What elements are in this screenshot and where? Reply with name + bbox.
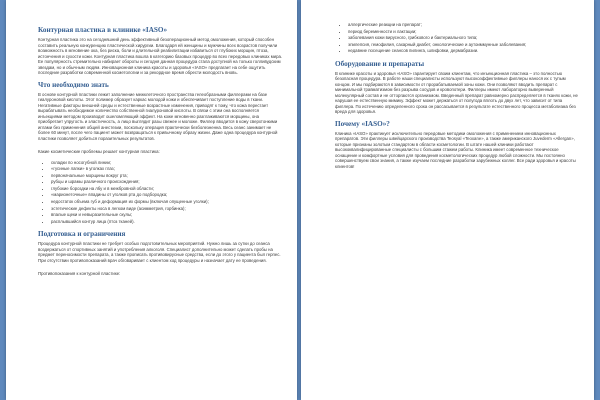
paragraph-preparation: Процедура контурной пластики не требует особых подготовительных мероприятий. Нужно лишь за сутки до сеанса воздержаться от спортивных занятий и употребления алкоголя. Специалист дополнительно может сделать пробы на предмет переносимости препарата, а также прописать противовирусные средства, если до этого у пациента был герпес. При отсутствии противопоказаний врач обговаривает с клиентом ход процедуры и назначает дату ее проведения. xyxy=(38,241,281,263)
list-item: • эстетические дефекты носа в легком виде (асимметрия, горбинка); xyxy=(51,206,283,213)
list-item: • впалые щеки и невыразительные скулы; xyxy=(51,212,283,219)
list-item: • глубокие бороздки на лбу и в межбровной области; xyxy=(51,186,283,193)
list-item: • недавние посещение сеансов пилинга, шлифовки, дермабразии. xyxy=(348,48,580,55)
list-item: • складки по носогубной линии; xyxy=(51,160,283,167)
list-item: • расплывшийся контур лица (птоз тканей). xyxy=(51,219,283,226)
list-item: • недостаток объема губ и деформация их формы (включая опущенные уголки); xyxy=(51,199,283,206)
document-page-right xyxy=(301,0,594,400)
paragraph-intro: Контурная пластика это на сегодняшний день эффективный безоперационный метод омоложения, который способен составить реальную конкуренцию пластической хирургии. Благодаря ей женщины и мужчины всех возрастов получили возможность в мгновение ока, без риска, боли и длительной реабилитации избавиться от глубоких морщин, птоза, истончения и сухости кожи. Контурная пластика вошла в категорию базовых процедур во всех передовых клиниках мира. Ее популярность стремительно набирает обороты и сегодня данная процедура стала доступной на только голливудским звездам, но и обычным людям. Инновационная клиника красоты и здоровья «IASO» предлагает на себе ощутить последние разработки современной косметологии и за рекордное время обрести молодость вновь. xyxy=(38,37,283,75)
list-item: • период беременности и лактации; xyxy=(348,29,580,36)
problems-list xyxy=(38,160,283,226)
paragraph-contraindications-intro: Противопоказания к контурной пластике: xyxy=(38,271,121,277)
section-heading-contour-plastic: Контурная пластика в клинике «IASO» xyxy=(38,26,168,34)
paragraph-basics: В основе контурной пластики лежит заполнение межклеточного пространства гелеобразными филлерами на базе гиалуроновой кислоты. Этот полимер образует каркас молодой кожи и обеспечивает поступление воды в ткани. Негативные факторы внешней среды и естественные возрастные изменения, приводят к тому, что кожа перестает вырабатывать необходимое количество собственной гиалуроновой кислоты. В связи с этим она восполняется инъекциями методом производит ошеломляющий эффект. На коже мгновенно разглаживаются морщины, она приобретает упругость и эластичность, а лицо выглядит разы свежее и моложе. Филлер вводится в кожу сверхтонкими иглами без применения общей анестезии, поскольку операция практически безболезненна. Весь сеанс занимает не более 60 минут, после чего пациент может возвращаться к привычному образу жизни. Даже одна процедура контурной пластики позволяет добиться поразительных результатов. xyxy=(38,91,278,141)
list-item: • «гусиные лапки» в уголках глаз; xyxy=(51,166,283,173)
contraindications-list xyxy=(335,22,580,55)
section-heading-need-to-know: Что необходимо знать xyxy=(38,80,109,89)
list-item: • аллергические реакции на препарат; xyxy=(348,22,580,29)
list-item: • эпилепсия, гемофилия, сахарный диабет, онкологические и аутоиммунные заболевания; xyxy=(348,42,580,49)
list-item: • заболевания кожи вирусного, грибкового и бактериального типа; xyxy=(348,35,580,42)
paragraph-equipment: В клинике красоты и здоровья «IASO» гарантирует своим клиентам, что инъекционная пластика – это полностью безопасная процедура. В работе наши специалисты используют высокоэффективные филлеры нанося их с тупым концом. И мы подбираются в зависимости от прорабатываемой зоны кожи. Они позволяют вводить препарат с минимальной травматизмом без разрыва сосудов и кровопотери. Филлеры имеют лабораторно выверенный молекулярный состав и не отторгаются организмом. Введенный препарат равномерно распределяется в тканях кожи, не нарушая ее естественную мимику. Эффект может держаться от полугода вплоть до двух лет, что зависит от типа филлера. По истечению определенного срока он рассасывается в результате естественного процесса метаболизма без вреда для здоровья. xyxy=(335,70,578,115)
list-item: • первоначальные морщины вокруг рта; xyxy=(51,173,283,180)
paragraph-problems-intro: Какие косметические проблемы решает контурная пластика: xyxy=(38,149,160,154)
list-item: • «марионеточные» впадины от уголков рта до подбородка; xyxy=(51,192,283,199)
section-heading-preparation: Подготовка и ограничения xyxy=(38,230,126,239)
section-heading-why-iaso: Почему «IASO»? xyxy=(335,119,390,128)
section-heading-equipment: Оборудование и препараты xyxy=(335,59,425,68)
paragraph-why-iaso: Клиника «IASO» практикует исключительно передовые методики омоложения с применением инновационных препаратов. Эти филлеры швейцарского производства Teosyal «Teoxane», а также американского Juvederm «Allergan», которые признаны золотым стандартом в области косметологии. В штате нашей клиники работают высококвалифицированные специалисты с большим стажем работы. Клиника имеет современное техническое оснащение и комфортные условия для проведения косметологических процедур любой сложности. Мы постоянно совершенствуем свои знания, а также изучаем последние разработки зарубежных коллег. Все ради здоровья и красоты клиентов! xyxy=(335,130,576,169)
document-page-left xyxy=(6,0,297,400)
list-item: • рубцы и шрамы различного происхождения; xyxy=(51,179,283,186)
